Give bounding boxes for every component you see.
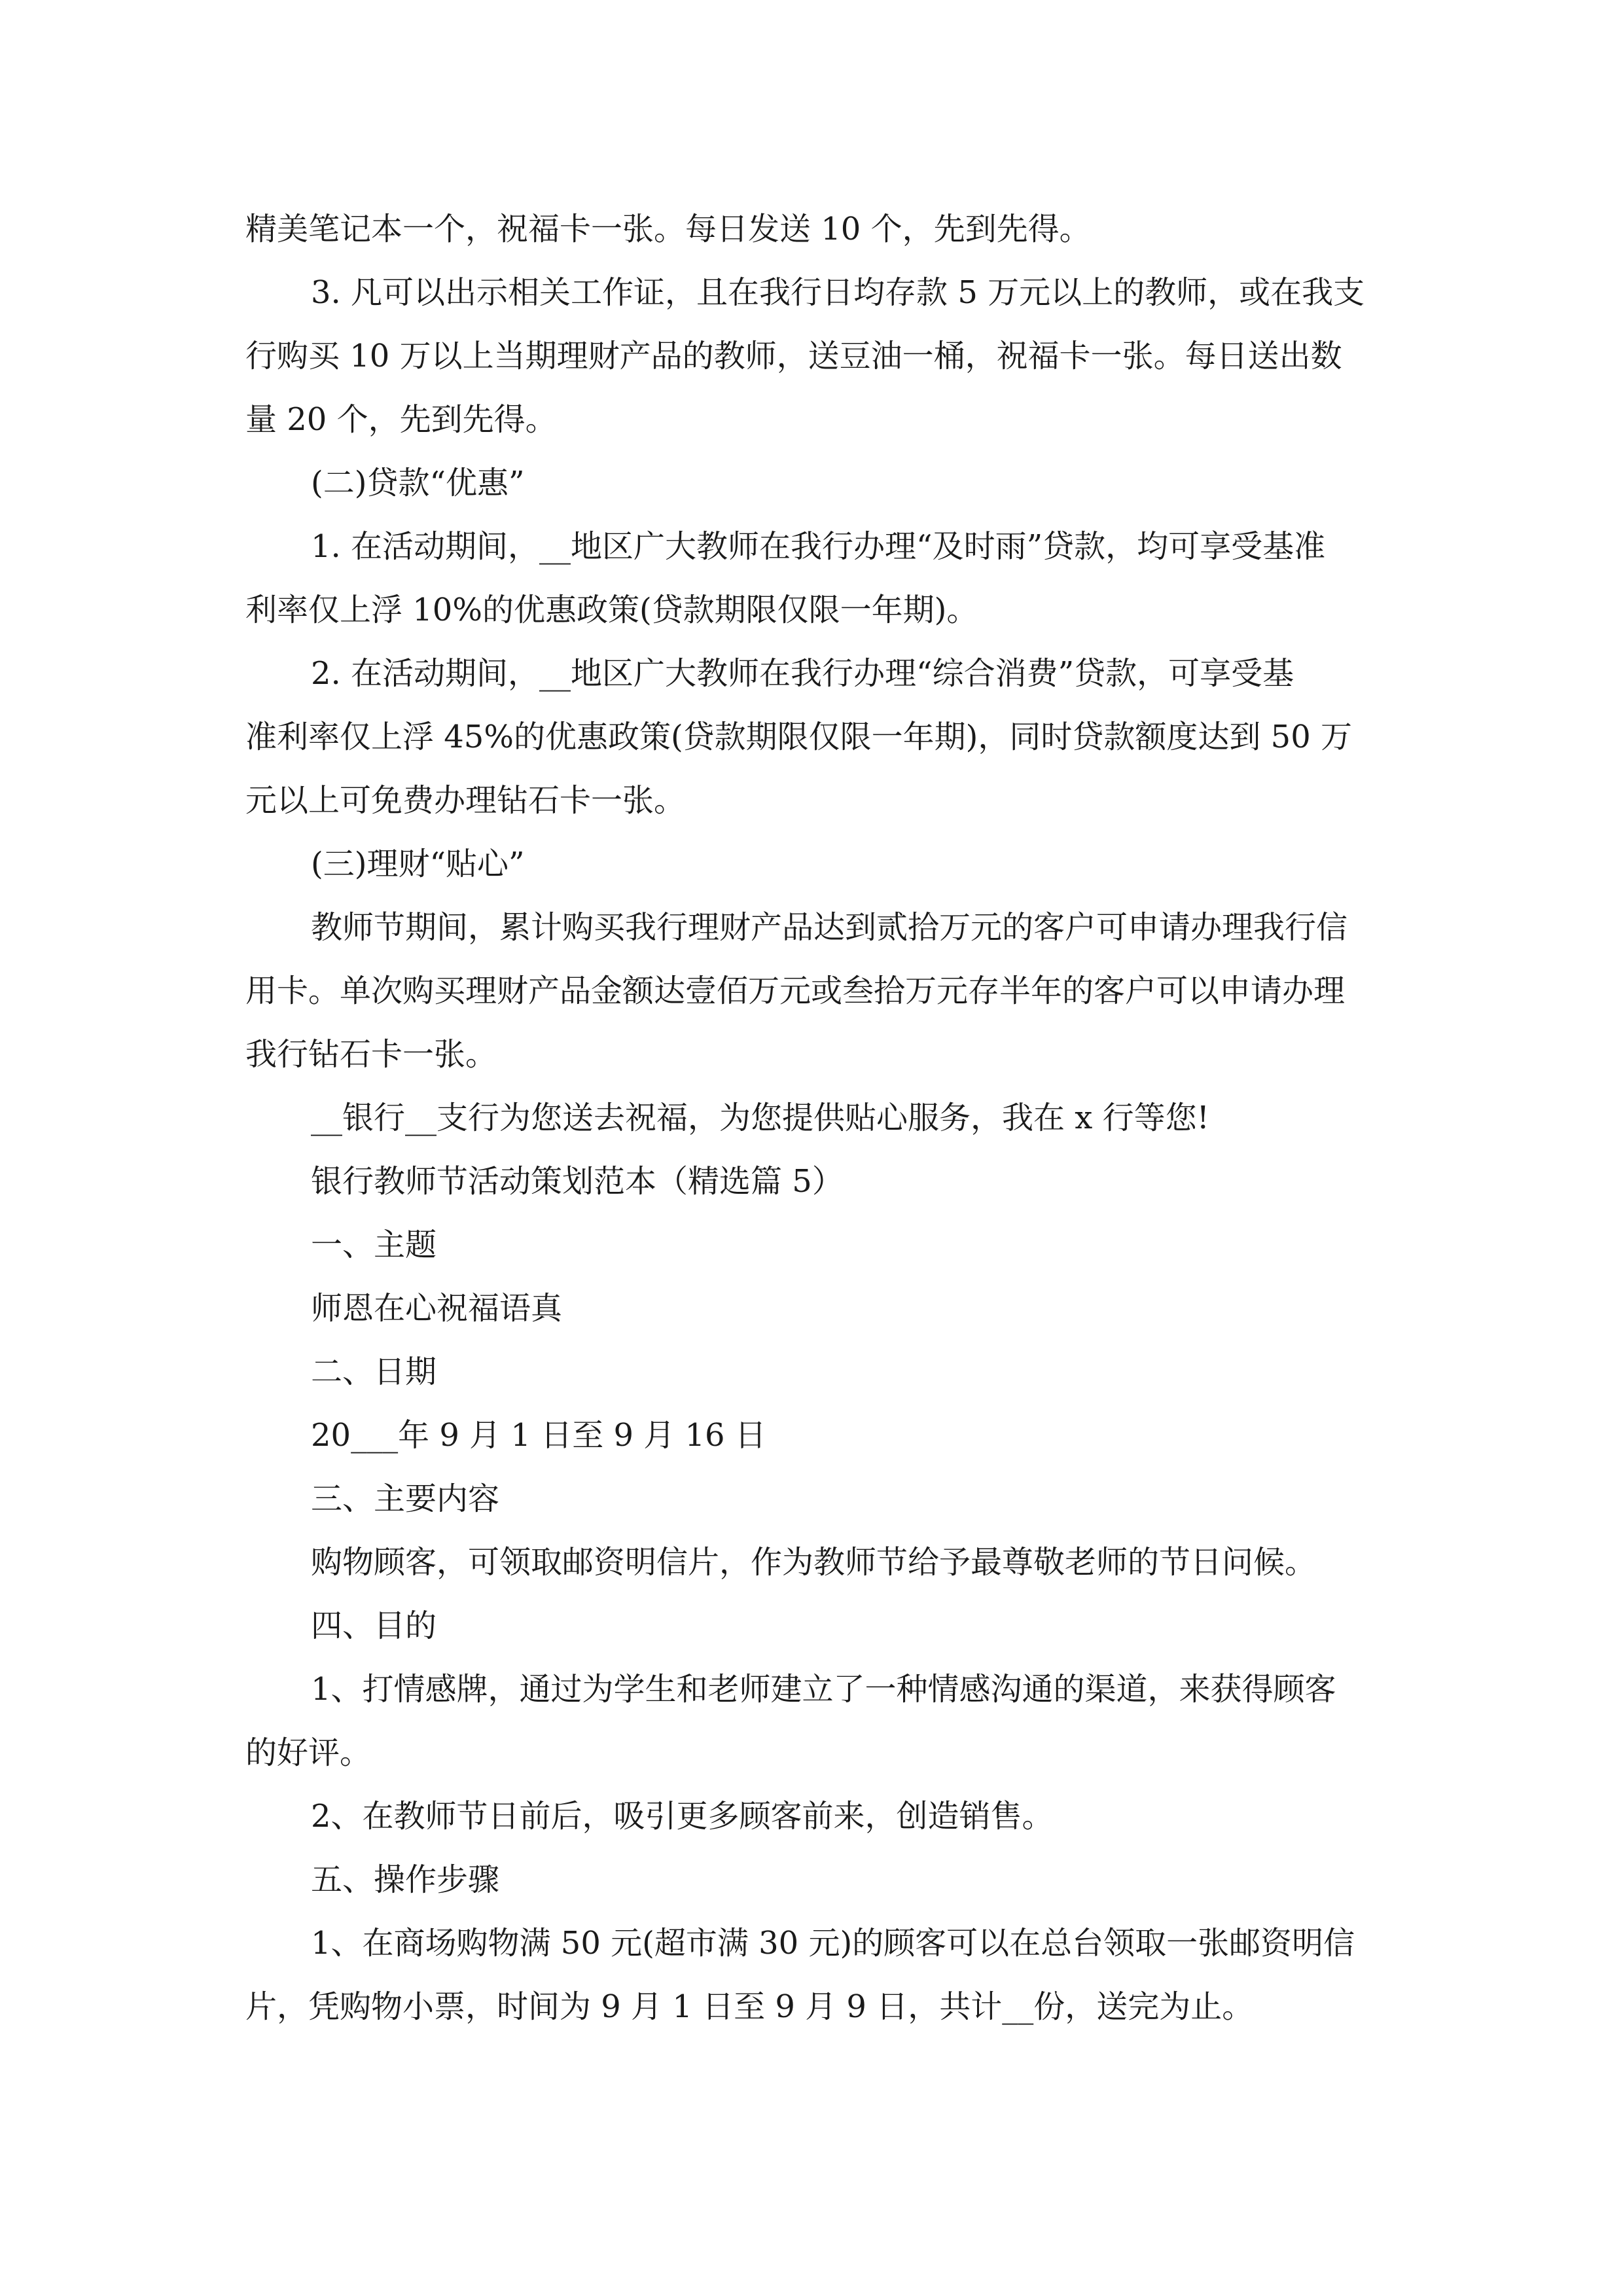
- text-line-24: 1、打情感牌，通过为学生和老师建立了一种情感沟通的渠道，来获得顾客: [311, 1671, 1336, 1708]
- text-line-15: __银行__支行为您送去祝福，为您提供贴心服务，我在 x 行等您!: [311, 1100, 1209, 1136]
- text-line-28: 1、在商场购物满 50 元(超市满 30 元)的顾客可以在总台领取一张邮资明信: [311, 1925, 1355, 1962]
- text-line-26: 2、在教师节日前后，吸引更多顾客前来，创造销售。: [311, 1798, 1054, 1835]
- text-line-20: 20___年 9 月 1 日至 9 月 16 日: [311, 1417, 766, 1454]
- section-heading-date: 二、日期: [311, 1354, 437, 1390]
- section-heading-purpose: 四、目的: [311, 1607, 437, 1644]
- text-line-14: 我行钻石卡一张。: [245, 1036, 497, 1073]
- section-heading-loans: (二)贷款“优惠”: [311, 465, 525, 501]
- text-line-10: 元以上可免费办理钻石卡一张。: [245, 782, 686, 819]
- section-heading-theme: 一、主题: [311, 1227, 437, 1263]
- text-line-25: 的好评。: [245, 1734, 372, 1771]
- text-line-29: 片，凭购物小票，时间为 9 月 1 日至 9 月 9 日，共计__份，送完为止。: [245, 1988, 1254, 2025]
- text-line-6: 1. 在活动期间，__地区广大教师在我行办理“及时雨”贷款，均可享受基准: [311, 528, 1326, 565]
- text-line-12: 教师节期间，累计购买我行理财产品达到贰拾万元的客户可申请办理我行信: [311, 909, 1348, 946]
- text-line-4: 量 20 个，先到先得。: [245, 401, 557, 438]
- text-line-13: 用卡。单次购买理财产品金额达壹佰万元或叁拾万元存半年的客户可以申请办理: [245, 973, 1346, 1009]
- text-line-8: 2. 在活动期间，__地区广大教师在我行办理“综合消费”贷款，可享受基: [311, 655, 1294, 692]
- text-line-1: 精美笔记本一个，祝福卡一张。每日发送 10 个，先到先得。: [245, 211, 1091, 247]
- section-heading-finance: (三)理财“贴心”: [311, 846, 525, 882]
- section-heading-content: 三、主要内容: [311, 1480, 500, 1517]
- section-heading-steps: 五、操作步骤: [311, 1861, 500, 1898]
- text-line-7: 利率仅上浮 10%的优惠政策(贷款期限仅限一年期)。: [245, 592, 978, 628]
- article-title: 银行教师节活动策划范本（精选篇 5）: [311, 1163, 844, 1200]
- text-line-9: 准利率仅上浮 45%的优惠政策(贷款期限仅限一年期)，同时贷款额度达到 50 万: [245, 719, 1352, 755]
- text-line-22: 购物顾客，可领取邮资明信片，作为教师节给予最尊敬老师的节日问候。: [311, 1544, 1317, 1581]
- text-line-2: 3. 凡可以出示相关工作证，且在我行日均存款 5 万元以上的教师，或在我支: [311, 274, 1365, 311]
- text-line-3: 行购买 10 万以上当期理财产品的教师，送豆油一桶，祝福卡一张。每日送出数: [245, 338, 1342, 374]
- text-line-18: 师恩在心祝福语真: [311, 1290, 563, 1327]
